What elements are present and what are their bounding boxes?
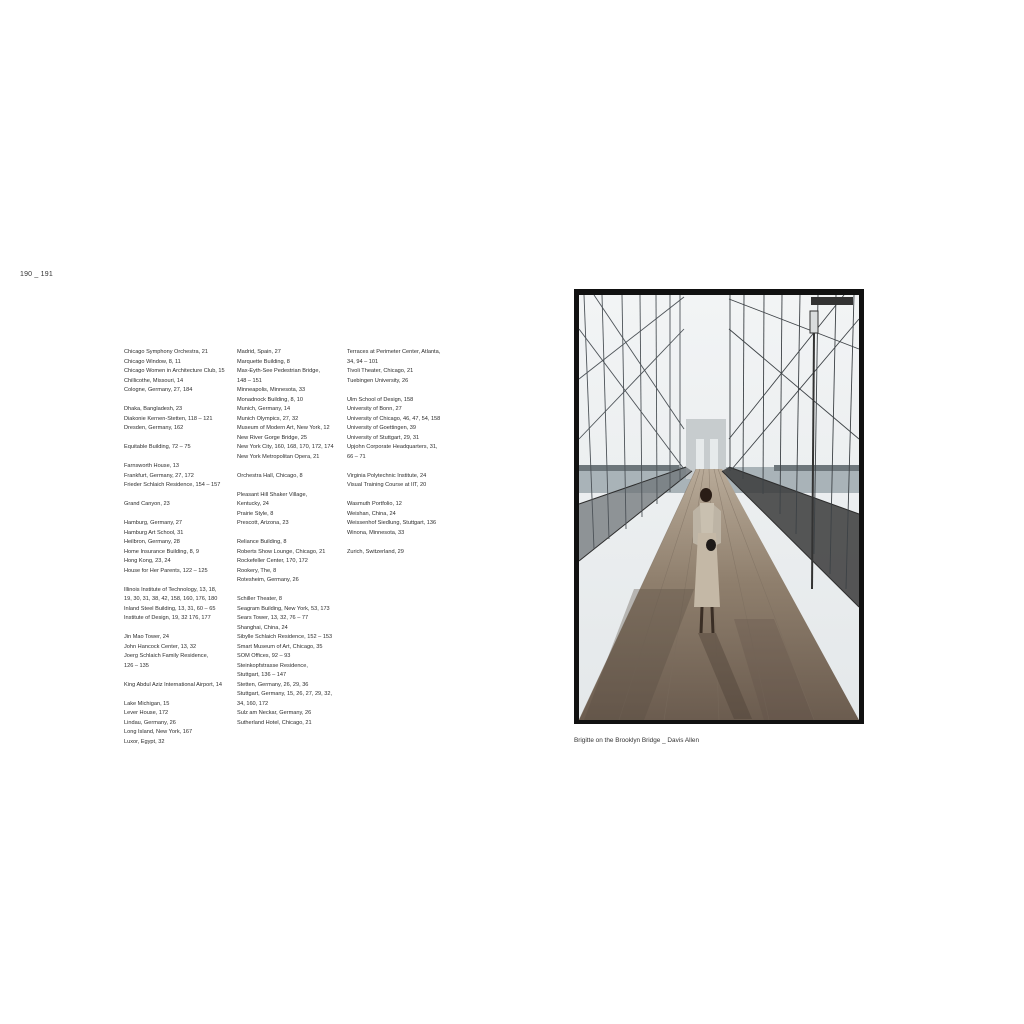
index-entry: Lever House, 172 bbox=[124, 710, 169, 716]
index-entry: John Hancock Center, 13, 32 bbox=[124, 643, 197, 650]
index-entry: Long Island, New York, 167 bbox=[124, 729, 193, 735]
index-entry: Sulz am Neckar, Germany, 26 bbox=[237, 710, 312, 716]
index-entry: Shanghai, China, 24 bbox=[237, 624, 288, 631]
index-entry: Weishan, China, 24 bbox=[347, 510, 396, 517]
group-spacer bbox=[347, 462, 440, 472]
index-entry: Lake Michigan, 15 bbox=[124, 700, 170, 707]
index-entry: House for Her Parents, 122 – 125 bbox=[124, 567, 208, 574]
index-entry: Kentucky, 24 bbox=[237, 501, 269, 507]
index-entry: Joerg Schlaich Family Residence, bbox=[124, 653, 209, 659]
index-column-2 bbox=[237, 348, 334, 728]
index-entry: Rockefeller Center, 170, 172 bbox=[237, 558, 308, 564]
index-entry: Hong Kong, 23, 24 bbox=[124, 558, 171, 564]
index-entry: Max-Eyth-See Pedestrian Bridge, bbox=[237, 368, 321, 374]
group-spacer bbox=[124, 624, 225, 634]
index-entry: Tivoli Theater, Chicago, 21 bbox=[347, 368, 414, 374]
index-entry: Minneapolis, Minnesota, 33 bbox=[237, 387, 306, 393]
index-entry: Institute of Design, 19, 32 176, 177 bbox=[124, 615, 211, 621]
index-entry: Stetten, Germany, 26, 29, 36 bbox=[237, 681, 309, 688]
index-entry: Illinois Institute of Technology, 13, 18, bbox=[124, 586, 217, 593]
index-entry: Virginia Polytechnic Institute, 24 bbox=[347, 472, 427, 479]
index-entry: Lindau, Germany, 26 bbox=[124, 719, 176, 726]
group-spacer bbox=[237, 529, 334, 539]
index-entry: Hamburg Art School, 31 bbox=[124, 529, 184, 536]
index-entry: Luxor, Egypt, 32 bbox=[124, 738, 165, 745]
index-entry: Stuttgart, 136 – 147 bbox=[237, 672, 287, 678]
index-entry: Wasmuth Portfolio, 12 bbox=[347, 501, 402, 507]
bridge-photograph bbox=[574, 289, 864, 724]
index-entry: Reliance Building, 8 bbox=[237, 539, 287, 545]
index-entry: Stuttgart, Germany, 15, 26, 27, 29, 32, bbox=[237, 691, 333, 697]
index-entry: Jin Mao Tower, 24 bbox=[124, 634, 169, 640]
index-entry: Frieder Schlaich Residence, 154 – 157 bbox=[124, 482, 221, 488]
index-entry: Chicago Symphony Orchestra, 21 bbox=[124, 349, 208, 355]
index-entry: King Abdul Aziz International Airport, 14 bbox=[124, 681, 222, 688]
index-entry: University of Stuttgart, 29, 31 bbox=[347, 434, 420, 441]
index-entry: New York City, 160, 168, 170, 172, 174 bbox=[237, 444, 334, 450]
index-entry: 19, 30, 31, 38, 42, 158, 160, 176, 180 bbox=[124, 596, 218, 602]
index-entry: Ulm School of Design, 158 bbox=[347, 396, 414, 403]
index-entry: SOM Offices, 92 – 93 bbox=[237, 653, 291, 659]
index-entry: Equitable Building, 72 – 75 bbox=[124, 444, 191, 450]
group-spacer bbox=[237, 462, 334, 472]
index-entry: Grand Canyon, 23 bbox=[124, 501, 170, 507]
index-entry: Sears Tower, 13, 32, 76 – 77 bbox=[237, 615, 309, 621]
group-spacer bbox=[124, 510, 225, 520]
group-spacer bbox=[124, 453, 225, 463]
group-spacer bbox=[347, 386, 440, 396]
index-entry: Upjohn Corporate Headquarters, 31, bbox=[347, 444, 438, 450]
page-numbers: 190 _ 191 bbox=[20, 271, 53, 278]
group-spacer bbox=[124, 576, 225, 586]
index-entry: Schiller Theater, 8 bbox=[237, 596, 282, 602]
index-entry: Sutherland Hotel, Chicago, 21 bbox=[237, 719, 312, 726]
index-entry: Chillicothe, Missouri, 14 bbox=[124, 377, 184, 384]
group-spacer bbox=[124, 396, 225, 406]
index-entry: Prescott, Arizona, 23 bbox=[237, 520, 289, 526]
index-entry: New River Gorge Bridge, 25 bbox=[237, 434, 307, 441]
group-spacer bbox=[347, 491, 440, 501]
index-entry: Munich, Germany, 14 bbox=[237, 406, 291, 412]
index-entry: Munich Olympics, 27, 32 bbox=[237, 415, 299, 422]
index-column-3 bbox=[347, 348, 440, 557]
group-spacer bbox=[237, 586, 334, 596]
index-entry: Prairie Style, 8 bbox=[237, 510, 274, 517]
index-entry: Marquette Building, 8 bbox=[237, 358, 290, 365]
index-entry: 34, 160, 172 bbox=[237, 700, 269, 707]
index-entry: Dresden, Germany, 162 bbox=[124, 425, 184, 431]
index-entry: Inland Steel Building, 13, 31, 60 – 65 bbox=[124, 605, 216, 612]
index-entry: Roberts Show Lounge, Chicago, 21 bbox=[237, 548, 326, 555]
index-entry: Seagram Building, New York, 53, 173 bbox=[237, 605, 330, 612]
index-entry: 66 – 71 bbox=[347, 453, 366, 460]
group-spacer bbox=[124, 690, 225, 700]
group-spacer bbox=[124, 491, 225, 501]
index-entry: Smart Museum of Art, Chicago, 35 bbox=[237, 643, 323, 650]
index-entry: Museum of Modern Art, New York, 12 bbox=[237, 425, 330, 431]
group-spacer bbox=[124, 434, 225, 444]
index-entry: Winona, Minnesota, 33 bbox=[347, 529, 405, 536]
index-entry: New York Metropolitan Opera, 21 bbox=[237, 453, 320, 460]
index-entry: Heilbron, Germany, 28 bbox=[124, 539, 180, 545]
index-column-1 bbox=[124, 348, 225, 747]
index-entry: Chicago Women in Architecture Club, 15 bbox=[124, 368, 225, 374]
index-entry: Dhaka, Bangladesh, 23 bbox=[124, 406, 183, 412]
index-entry: University of Goettingen, 39 bbox=[347, 425, 417, 431]
group-spacer bbox=[237, 481, 334, 491]
index-entry: Weissenhof Siedlung, Stuttgart, 136 bbox=[347, 520, 437, 526]
group-spacer bbox=[347, 538, 440, 548]
index-entry: Hamburg, Germany, 27 bbox=[124, 520, 183, 526]
index-entry: Frankfurt, Germany, 27, 172 bbox=[124, 472, 194, 479]
index-entry: Rotesheim, Germany, 26 bbox=[237, 577, 299, 583]
index-entry: Pleasant Hill Shaker Village, bbox=[237, 491, 308, 498]
group-spacer bbox=[124, 671, 225, 681]
index-entry: Chicago Window, 8, 11 bbox=[124, 358, 181, 365]
index-entry: Rookery, The, 8 bbox=[237, 567, 277, 574]
index-entry: Orchestra Hall, Chicago, 8 bbox=[237, 472, 303, 479]
index-entry: Home Insurance Building, 8, 9 bbox=[124, 548, 199, 555]
index-entry: Diakonie Kernen-Stetten, 118 – 121 bbox=[124, 415, 213, 422]
index-entry: Visual Training Course at IIT, 20 bbox=[347, 482, 427, 488]
index-entry: Sibylle Schlaich Residence, 152 – 153 bbox=[237, 634, 333, 640]
index-entry: Madrid, Spain, 27 bbox=[237, 349, 281, 355]
index-entry: Zurich, Switzerland, 29 bbox=[347, 548, 404, 555]
index-entry: Cologne, Germany, 27, 184 bbox=[124, 387, 193, 393]
index-entry: University of Bonn, 27 bbox=[347, 406, 402, 412]
index-entry: Steinkopfstrasse Residence, bbox=[237, 662, 308, 669]
index-entry: Terraces at Perimeter Center, Atlanta, bbox=[347, 349, 441, 355]
index-entry: 126 – 135 bbox=[124, 662, 149, 669]
index-entry: 148 – 151 bbox=[237, 377, 262, 384]
index-entry: Farnsworth House, 13 bbox=[124, 463, 180, 469]
index-entry: 34, 94 – 101 bbox=[347, 358, 379, 365]
index-entry: Monadnock Building, 8, 10 bbox=[237, 396, 303, 403]
photo-caption: Brigitte on the Brooklyn Bridge _ Davis Allen bbox=[574, 737, 700, 744]
index-entry: Tuebingen University, 26 bbox=[347, 377, 409, 384]
index-entry: University of Chicago, 46, 47, 54, 158 bbox=[347, 415, 441, 422]
